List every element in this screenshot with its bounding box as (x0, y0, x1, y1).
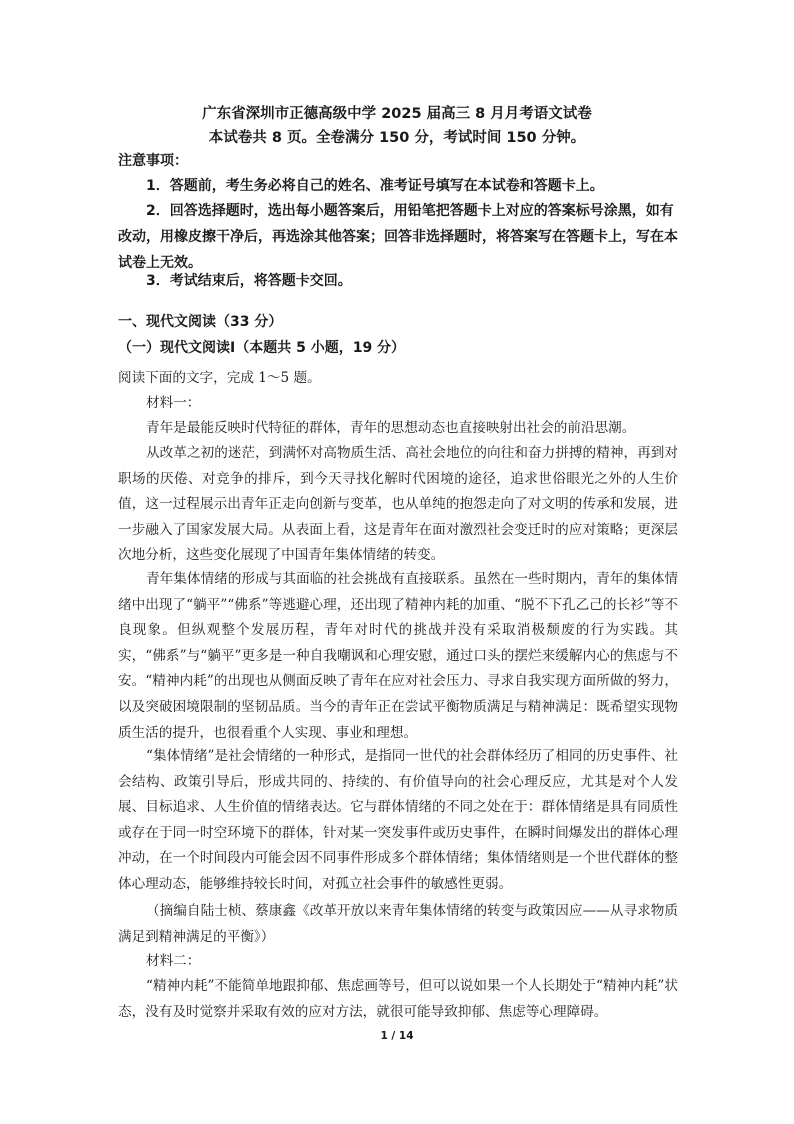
reading-instruction: 阅读下面的文字，完成 1～5 题。 (118, 370, 321, 386)
material-2-label: 材料二： (146, 953, 201, 969)
section-subtitle: （一）现代文阅读Ⅰ（本题共 5 小题，19 分） (118, 340, 406, 356)
material-1-paragraph: 从改革之初的迷茫，到满怀对高物质生活、高社会地位的向往和奋力拼搏的精神，再到对职场的厌倦、对竞争的排斥，到今天寻找化解时代困境的途径，追求世俗眼光之外的人生价值，这一过程展示出青年正走向创新与变革，也从单纯的抱怨走向了对文明的传承和发展，进一步融入了国家发展大局。从表面上看，这是青年在面对激烈社会变迁时的应对策略；更深层次地分析，这些变化展现了中国青年集体情绪的转变。 (118, 445, 678, 564)
material-1-label: 材料一： (146, 395, 201, 411)
material-1-source: （摘编自陆士桢、蔡康鑫《改革开放以来青年集体情绪的转变与政策因应——从寻求物质满足到精神满足的平衡》） (118, 903, 678, 945)
exam-title: 广东省深圳市正德高级中学 2025 届高三 8 月月考语文试卷 (202, 106, 592, 122)
notice-item-1: 1．答题前，考生务必将自己的姓名、准考证号填写在本试卷和答题卡上。 (146, 178, 604, 194)
notice-item-2: 2．回答选择题时，选出每小题答案后，用铅笔把答题卡上对应的答案标号涂黑，如有改动，用橡皮擦干净后，再选涂其他答案；回答非选择题时，将答案写在答题卡上，写在本试卷上无效。 (118, 203, 678, 271)
material-1-paragraph: “集体情绪”是社会情绪的一种形式，是指同一世代的社会群体经历了相同的历史事件、社会结构、政策引导后，形成共同的、持续的、有价值导向的社会心理反应，尤其是对个人发展、目标追求、人生价值的情绪表达。它与群体情绪的不同之处在于：群体情绪是具有同质性或存在于同一时空环境下的群体，针对某一突发事件或历史事件，在瞬时间爆发出的群体心理冲动，在一个时间段内可能会因不同事件形成多个群体情绪；集体情绪则是一个世代群体的整体心理动态，能够维持较长时间，对孤立社会事件的敏感性更弱。 (118, 748, 678, 892)
page-number: 1 / 14 (380, 1030, 414, 1042)
material-2-paragraph: “精神内耗”不能简单地跟抑郁、焦虑画等号，但可以说如果一个人长期处于“精神内耗”状态，没有及时觉察并采取有效的应对方法，就很可能导致抑郁、焦虑等心理障碍。 (118, 978, 678, 1020)
section-title: 一、现代文阅读（33 分） (118, 314, 283, 330)
notice-heading: 注意事项： (118, 153, 188, 169)
material-1-paragraph: 青年集体情绪的形成与其面临的社会挑战有直接联系。虽然在一些时期内，青年的集体情绪中出现了“躺平”“佛系”等逃避心理，还出现了精神内耗的加重、“脱不下孔乙己的长衫”等不良现象。但纵观整个发展历程，青年对时代的挑战并没有采取消极颓废的行为实践。其实，“佛系”与“躺平”更多是一种自我嘲讽和心理安慰，通过口头的摆烂来缓解内心的焦虑与不安。“精神内耗”的出现也从侧面反映了青年在应对社会压力、寻求自我实现方面所做的努力，以及突破困境限制的坚韧品质。当今的青年正在尝试平衡物质满足与精神满足：既希望实现物质生活的提升，也很看重个人实现、事业和理想。 (118, 571, 678, 741)
exam-subtitle: 本试卷共 8 页。全卷满分 150 分，考试时间 150 分钟。 (208, 130, 586, 146)
material-1-paragraph: 青年是最能反映时代特征的群体，青年的思想动态也直接映射出社会的前沿思潮。 (146, 420, 636, 436)
notice-item-3: 3．考试结束后，将答题卡交回。 (146, 273, 352, 289)
